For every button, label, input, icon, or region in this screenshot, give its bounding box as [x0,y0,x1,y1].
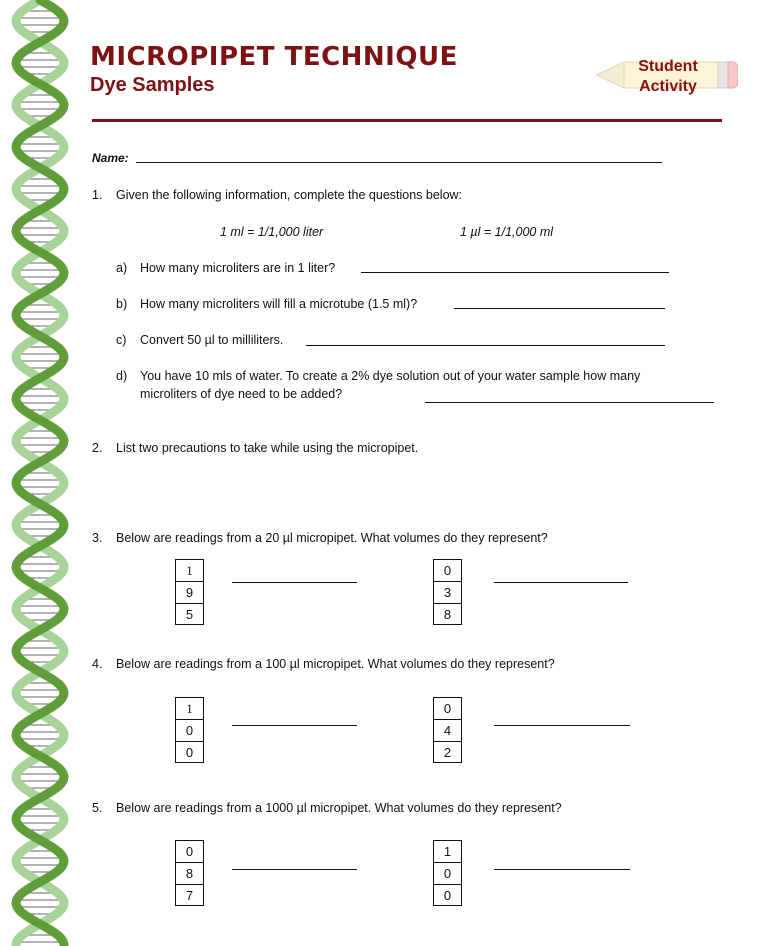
q4-reading-2 [433,697,462,763]
q1-fact-ml-liter: 1 ml = 1/1,000 liter [220,225,324,239]
name-label: Name: [92,151,129,165]
q5-number: 5. [92,801,103,815]
q4-r2-digit-1: 0 [434,698,461,720]
q1-fact-ul-ml: 1 µl = 1/1,000 ml [460,225,554,239]
q1a-text: How many microliters are in 1 liter? [140,261,336,275]
header-divider [92,119,722,122]
q1d-text-line1: You have 10 mls of water. To create a 2% dye solution out of your water sample how many [140,369,641,383]
q1-number: 1. [92,188,103,202]
q1a-letter: a) [116,261,128,275]
q1c-letter: c) [116,333,127,347]
q4-number: 4. [92,657,103,671]
q1d-text-line2: microliters of dye need to be added? [140,387,343,401]
q5-r2-digit-1: 1 [434,841,461,863]
badge-line-activity: Activity [639,78,697,95]
q3-r1-digit-1: 1 [176,560,203,582]
q1b-answer-line[interactable] [454,308,665,309]
q5-r2-digit-2: 0 [434,863,461,885]
q1d-letter: d) [116,369,128,383]
q3-answer-line-1[interactable] [232,582,357,583]
q3-r1-digit-2: 9 [176,582,203,604]
q5-prompt: Below are readings from a 1000 µl micropipet. What volumes do they represent? [116,801,562,815]
q1b-letter: b) [116,297,128,311]
q3-prompt: Below are readings from a 20 µl micropipet. What volumes do they represent? [116,531,548,545]
dna-helix-decoration [0,0,80,946]
q4-answer-line-1[interactable] [232,725,357,726]
q5-r2-digit-3: 0 [443,888,452,903]
q5-r1-digit-3: 7 [185,888,194,903]
q5-reading-1 [175,840,204,906]
q4-r1-digit-2: 0 [176,720,203,742]
q5-answer-line-2[interactable] [494,869,630,870]
q5-r1-digit-1: 0 [176,841,203,863]
q3-answer-line-2[interactable] [494,582,628,583]
q1a-answer-line[interactable] [361,272,669,273]
q3-reading-2 [433,559,462,625]
q4-prompt: Below are readings from a 100 µl micropipet. What volumes do they represent? [116,657,555,671]
q5-reading-2 [433,840,462,906]
q3-r2-digit-3: 8 [443,607,452,622]
q3-r2-digit-2: 3 [434,582,461,604]
q4-r1-digit-3: 0 [185,745,194,760]
q1-prompt: Given the following information, complete the questions below: [116,188,463,202]
q4-reading-1 [175,697,204,763]
q1c-answer-line[interactable] [306,345,665,346]
q3-r2-digit-1: 0 [434,560,461,582]
page-title: MICROPIPET TECHNIQUE [90,42,458,72]
q3-r1-digit-3: 5 [185,607,194,622]
page-subtitle: Dye Samples [90,74,215,96]
q5-r1-digit-2: 8 [176,863,203,885]
q2-number: 2. [92,441,103,455]
q5-answer-line-1[interactable] [232,869,357,870]
q3-number: 3. [92,531,103,545]
q1b-text: How many microliters will fill a microtube (1.5 ml)? [140,297,418,311]
q4-answer-line-2[interactable] [494,725,630,726]
q4-r2-digit-2: 4 [434,720,461,742]
q3-reading-1 [175,559,204,625]
q2-prompt: List two precautions to take while using the micropipet. [116,441,419,455]
q4-r1-digit-1: 1 [176,698,203,720]
student-activity-badge [628,57,708,97]
badge-line-student: Student [638,58,698,75]
q4-r2-digit-3: 2 [443,745,452,760]
q1d-answer-line[interactable] [425,402,714,403]
name-field[interactable] [136,162,662,163]
q1c-text: Convert 50 µl to milliliters. [140,333,284,347]
